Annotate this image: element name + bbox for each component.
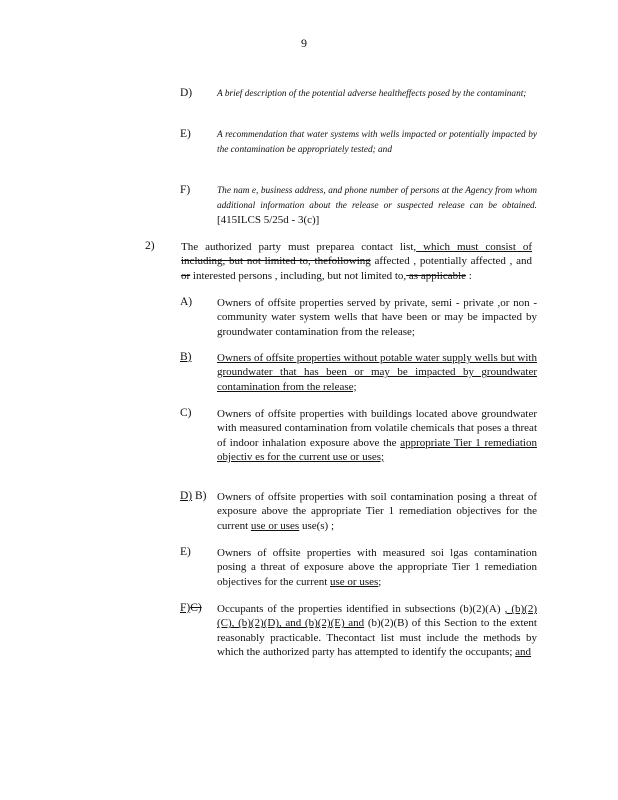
item-d-label: D)	[180, 87, 193, 99]
sub-f-inserted: , (b)(2)(C), (b)(2)(D), and (b)(2)(E) and	[217, 603, 537, 630]
item-f-paragraph	[217, 184, 537, 229]
sub-f-text: Occupants of the properties identified in subsections (b)(2)(A)	[217, 603, 505, 615]
item-e-text: A recommendation that water systems with wells impacted or potentially impacted by the contamination be appropriately tested; and	[217, 130, 537, 155]
s2-text-3: interested persons , including, but not limited to,	[190, 269, 407, 282]
sub-e-text: Owners of offsite properties with measured soi lgas contamination posing a threat of exposure above the appropriate Tier 1 remediation objectives for the current	[217, 547, 537, 588]
section-2-text	[181, 240, 532, 283]
sub-c-paragraph	[217, 407, 537, 464]
s2-inserted-1: which must consist of	[416, 241, 532, 253]
sub-d-text: Owners of offsite properties with soil contamination posing a threat of exposure above the appropriate Tier 1 remediation objectives for the current	[217, 491, 537, 532]
item-d-text: A brief description of the potential adverse healtheffects posed by the contaminant;	[217, 89, 527, 99]
item-f-text: The nam e, business address, and phone number of persons at the Agency from whom additional information about the release or suspected release can be obtained.	[217, 186, 537, 211]
item-f-citation: [415ILCS 5/25d - 3(c)]	[217, 214, 320, 227]
page-number: 9	[301, 36, 307, 50]
sub-f-new-label: F)	[180, 602, 191, 614]
item-f-label: F)	[180, 184, 191, 196]
sub-e-text-end: ;	[378, 575, 382, 588]
sub-b-label: B)	[180, 351, 192, 363]
s2-deleted-2: or	[181, 269, 191, 282]
section-2-label: 2)	[145, 240, 155, 252]
sub-d-label	[180, 490, 207, 502]
sub-f-label	[180, 602, 202, 614]
sub-f-old-label: C)	[190, 602, 202, 614]
sub-d-inserted: use or uses	[250, 519, 300, 532]
sub-f-paragraph	[217, 602, 537, 659]
s2-text-2: affected , potentially affected , and	[370, 255, 532, 268]
sub-d-old-label: B)	[195, 490, 207, 502]
s2-text-1: The authorized party must preparea contact list,	[181, 241, 417, 253]
item-e-label: E)	[180, 128, 191, 140]
sub-a-text: Owners of offsite properties served by private, semi - private ,or non -community water system wells that have been or may be impacted by groundwater contamination from the release;	[217, 297, 537, 338]
s2-deleted-1: including, but not limited to, thefollowing	[181, 255, 371, 268]
sub-c-label: C)	[180, 407, 192, 419]
sub-e-inserted: use or uses	[330, 575, 379, 588]
sub-f-inserted-2: and	[515, 645, 532, 658]
sub-c-text: Owners of offsite properties with buildings located above groundwater with measured contamination from volatile chemicals that poses a threat of indoor inhalation exposure above the	[217, 408, 537, 449]
sub-b-text: Owners of offsite properties without potable water supply wells but with groundwater that has been or may be impacted by groundwater contamination from the release;	[217, 352, 537, 393]
sub-a-label: A)	[180, 296, 193, 308]
sub-c-inserted: appropriate Tier 1 remediation objectiv es for the current use or uses;	[217, 436, 537, 463]
s2-text-4: :	[466, 269, 472, 282]
sub-d-paragraph	[217, 490, 537, 533]
sub-d-new-label: D)	[180, 490, 193, 502]
sub-e-paragraph	[217, 546, 537, 589]
sub-f-text-2: (b)(2)(B) of this Section to the extent reasonably practicable. Thecontact list must include the methods by which the authorized party has attempted to identify the occupants;	[217, 617, 537, 658]
sub-d-text-end: use(s) ;	[299, 519, 335, 532]
sub-e-label: E)	[180, 546, 191, 558]
s2-deleted-3: as applicable	[406, 269, 467, 282]
